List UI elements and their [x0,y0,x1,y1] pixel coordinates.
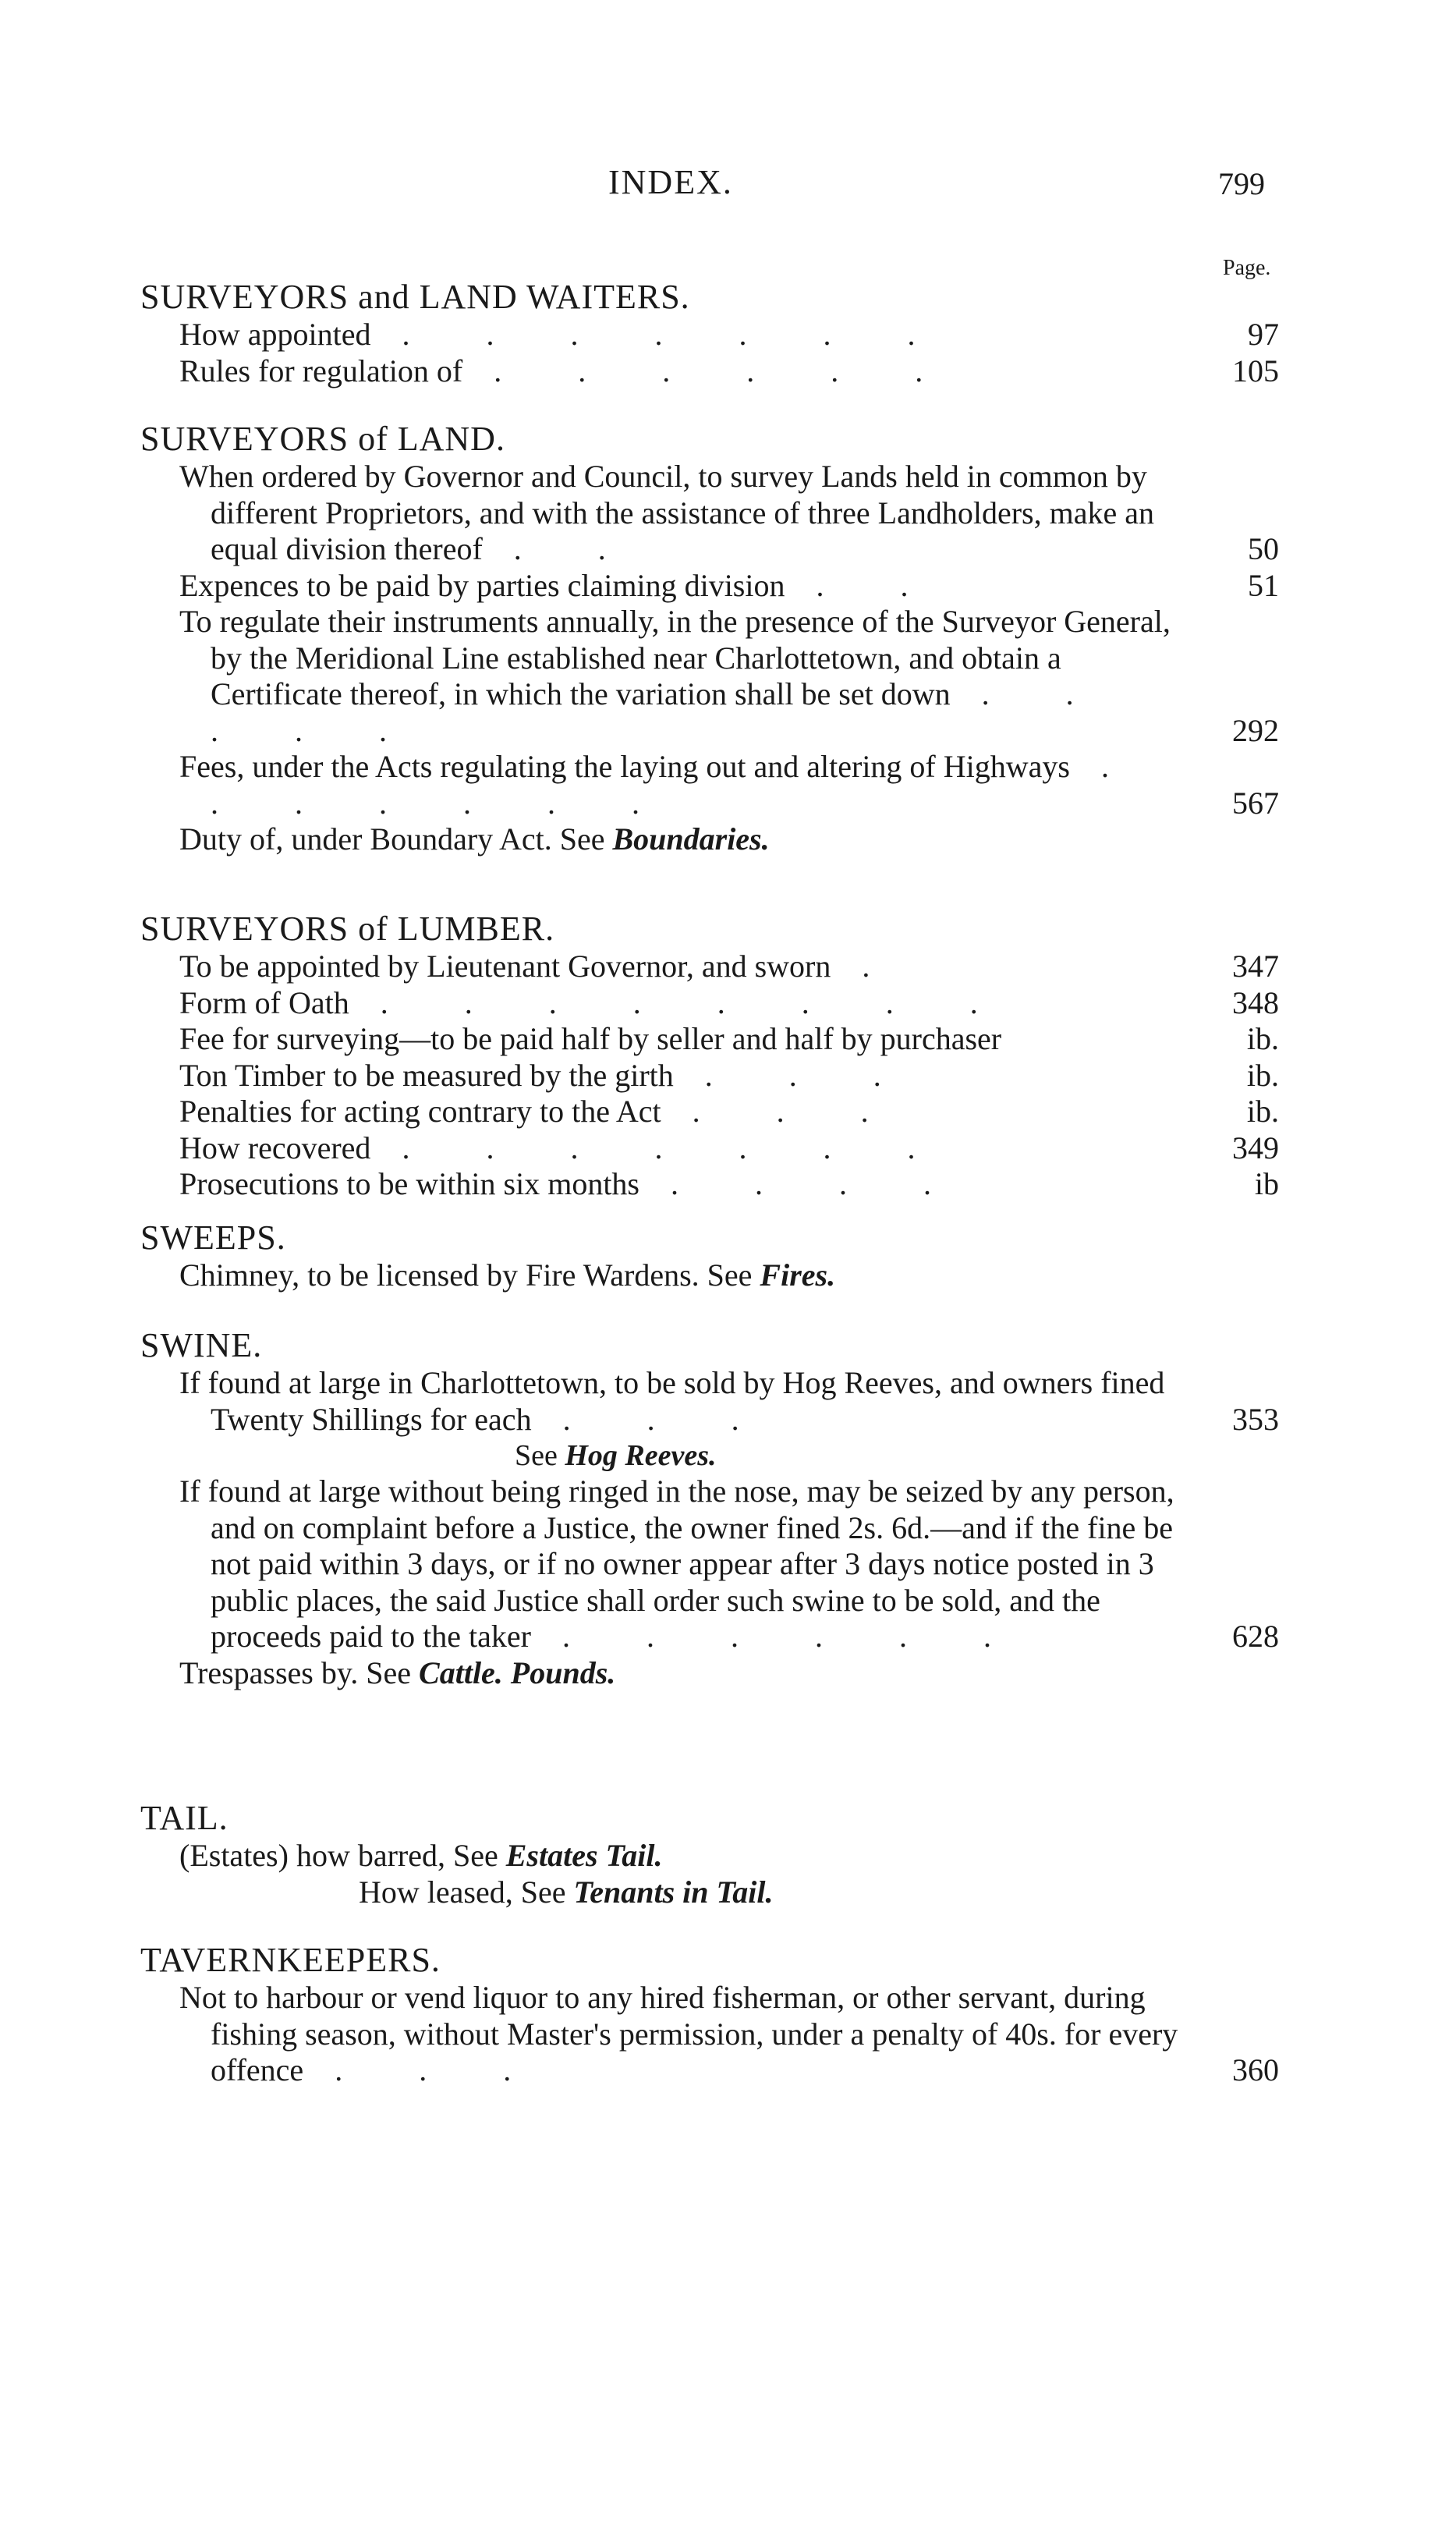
index-entry [140,1094,1279,1130]
cross-reference: Fires. [760,1257,836,1293]
index-entry [140,949,1279,985]
section-heading: SURVEYORS and LAND WAITERS. [140,278,690,316]
dot-leader: . . . [562,1401,774,1437]
page-column-label: Page. [1223,256,1271,280]
index-entry [140,459,1279,568]
entry-page: ib [1254,1166,1279,1201]
index-entry [140,1874,1279,1911]
entry-text: When ordered by Governor and Council, to survey Lands held in common by different Proprietors, and with the assistance of three Landholders, make an equal division thereof [179,459,1154,566]
index-section [140,910,1279,1203]
section-heading: SWINE. [140,1326,263,1364]
section-heading: TAIL. [140,1799,228,1837]
entry-page: 51 [1248,567,1279,603]
index-entry [140,1980,1279,2089]
dot-leader: . . . . . . . . [380,984,1012,1020]
section-heading: SURVEYORS of LUMBER. [140,910,555,948]
entry-text: Ton Timber to be measured by the girth [179,1057,674,1093]
index-entry [140,1474,1279,1655]
dot-leader: . . . . [671,1166,965,1201]
dot-leader: . . . . . [211,676,1108,748]
dot-leader: . . . . . . [494,353,958,388]
entry-page: 347 [1232,949,1279,984]
entry-page: 349 [1232,1130,1279,1165]
index-section [140,278,1279,389]
index-entry [140,1166,1279,1203]
entry-page: ib. [1246,1021,1279,1056]
entry-text: How appointed [179,317,371,352]
dot-leader: . . . . . . . [211,749,1143,821]
entry-page: 97 [1248,317,1279,352]
section-heading: TAVERNKEEPERS. [140,1941,441,1979]
cross-reference: Cattle. Pounds. [419,1655,616,1690]
entry-text: Chimney, to be licensed by Fire Wardens. See [179,1257,753,1293]
entry-page: 50 [1248,531,1279,566]
index-entry [140,749,1279,821]
cross-reference: Boundaries. [612,821,770,857]
entry-text: Trespasses by. See [179,1655,412,1690]
index-entry [140,317,1279,353]
entry-text: Penalties for acting contrary to the Act [179,1094,661,1129]
dot-leader: . . [513,531,640,566]
index-entry [140,1257,1279,1294]
dot-leader: . [862,949,905,984]
entry-text: Form of Oath [179,984,349,1020]
cross-reference: Hog Reeves. [565,1439,717,1472]
entry-page: 628 [1232,1619,1279,1654]
section-heading: SWEEPS. [140,1218,286,1257]
entry-text: Rules for regulation of [179,353,463,388]
entry-page: 105 [1232,353,1279,388]
entry-text: Fees, under the Acts regulating the laying out and altering of Highways [179,749,1070,784]
entry-page: 567 [1232,785,1279,821]
index-entry [140,1365,1279,1438]
entry-text: To be appointed by Lieutenant Governor, and sworn [179,949,831,984]
entry-text: Fee for surveying—to be paid half by seller and half by purchaser [179,1021,1002,1056]
entry-text: If found at large in Charlottetown, to be sold by Hog Reeves, and owners fined Twenty Shillings for each [179,1365,1165,1437]
entry-page: 348 [1232,984,1279,1020]
index-section [140,1799,1279,1910]
dot-leader: . . . . . . . [402,317,950,352]
entry-text: To regulate their instruments annually, in the presence of the Surveyor General, by the Meridional Line established near Charlottetown, and obtain a Certificate thereof, in which the variation shall be set down [179,604,1171,711]
dot-leader: . . . . . . . [402,1130,950,1165]
index-entry [140,821,1279,858]
index-entry [140,353,1279,390]
entry-page: ib. [1246,1094,1279,1129]
index-section [140,1326,1279,1691]
index-section [140,420,1279,858]
entry-text: Not to harbour or vend liquor to any hired fisherman, or other servant, during fishing season, without Master's permission, under a penalty of 40s. for every offence [179,1980,1178,2087]
entry-page: 292 [1232,712,1279,748]
dot-leader: . . . [692,1094,903,1129]
index-section [140,1941,1279,2089]
dot-leader: . . . [335,2052,546,2087]
page-header-title: INDEX. [608,163,733,201]
entry-text: Duty of, under Boundary Act. See [179,821,605,857]
index-section [140,1218,1279,1294]
see-also-reference: See Hog Reeves. [515,1439,717,1472]
index-entry [140,604,1279,749]
index-entry [140,1130,1279,1167]
entry-page: 360 [1232,2052,1279,2087]
index-entry [140,985,1279,1022]
entry-page: 353 [1232,1401,1279,1437]
cross-reference: Estates Tail. [505,1838,663,1873]
index-entry [140,1838,1279,1874]
entry-text: Prosecutions to be within six months [179,1166,639,1201]
dot-leader: . . [816,567,943,603]
section-heading: SURVEYORS of LAND. [140,420,505,458]
page-number: 799 [1218,166,1265,201]
entry-text: Expences to be paid by parties claiming division [179,567,785,603]
entry-text: How leased, See [359,1874,566,1910]
entry-text: If found at large without being ringed in the nose, may be seized by any person, and on complaint before a Justice, the owner fined 2s. 6d.—and if the fine be not paid within 3 days, or if no owner appear after 3 days notice posted in 3 public places, the said Justice shall order such swine to be sold, and the proceeds paid to the taker [179,1474,1174,1654]
cross-reference: Tenants in Tail. [573,1874,774,1910]
index-entry [140,1058,1279,1094]
entry-page: ib. [1246,1057,1279,1093]
index-entry [140,1021,1279,1058]
entry-text: How recovered [179,1130,371,1165]
index-entry [140,568,1279,605]
entry-text: (Estates) how barred, See [179,1838,498,1873]
index-entry [140,1655,1279,1692]
dot-leader: . . . . . . [561,1619,1026,1654]
dot-leader: . . . [704,1057,916,1093]
